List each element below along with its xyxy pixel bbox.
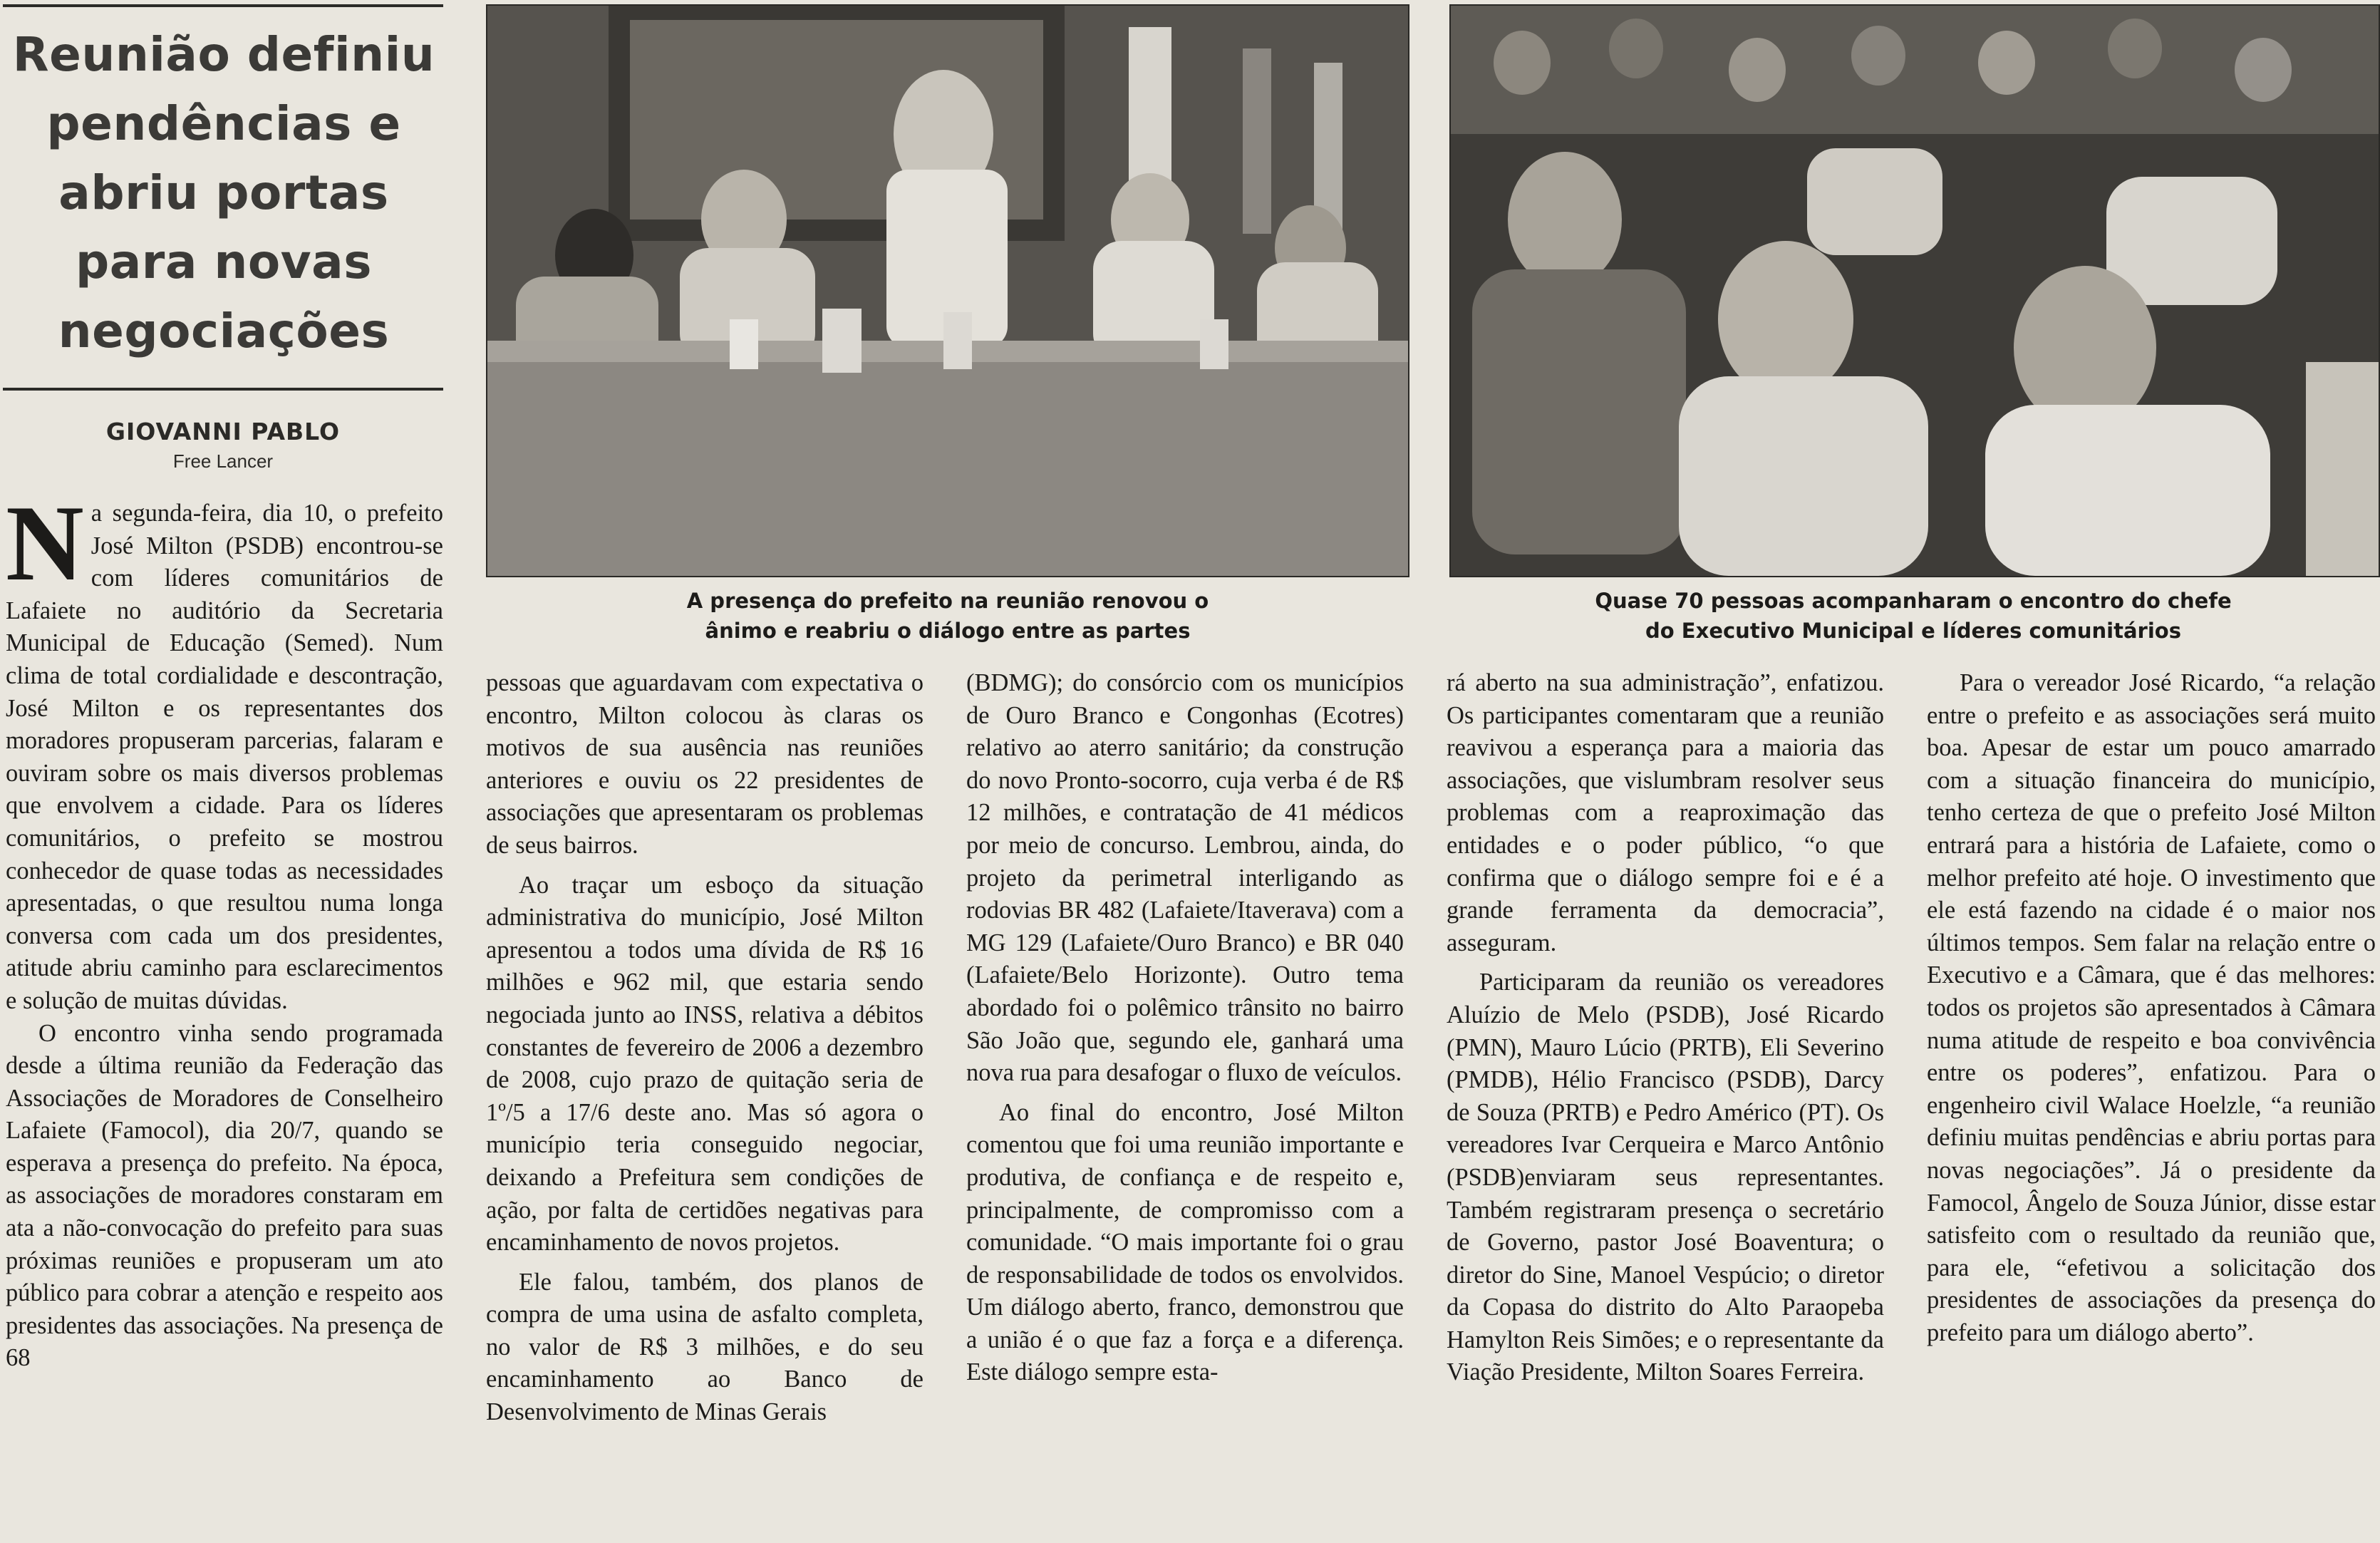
- article-column-3: [966, 667, 1404, 1389]
- drop-cap: N: [6, 483, 84, 603]
- author-role: Free Lancer: [172, 450, 274, 472]
- paragraph: rá aberto na sua administração”, enfatizou. Os participantes comentaram que a reunião reavivou a esperança para a maioria das associações, que vislumbram resolver seus problemas com a reaproximação das entidades e o poder público, “o que confirma que o diálogo sempre foi e é a grande ferramenta da democracia”, asseguram.: [1447, 669, 1884, 956]
- paragraph: Ao final do encontro, José Milton comentou que foi uma reunião importante e produtiva, de confiança e de respeito e, principalmente, de compromisso com a comunidade. “O mais importante foi o grau de responsabilidade de todos os envolvidos. Um diálogo aberto, franco, demonstrou que a união é o que faz a força e a diferença. Este diálogo sempre esta-: [966, 1098, 1404, 1386]
- photo-audience-image: [1451, 6, 2379, 576]
- paragraph: [6, 483, 443, 1018]
- paragraph: pessoas que aguardavam com expectativa o encontro, Milton colocou às claras os motivos de sua ausência nas reuniões anteriores e ouviu os 22 presidentes de associações que apresentaram os problemas de seus bairros.: [486, 669, 923, 859]
- article-column-1: [6, 483, 443, 1375]
- photo-audience-caption: Quase 70 pessoas acompanharam o encontro do chefe do Executivo Municipal e líderes comunitários: [1595, 589, 2232, 643]
- author-name: GIOVANNI PABLO: [105, 418, 341, 445]
- photo-meeting-table: [486, 4, 1409, 577]
- paragraph: (BDMG); do consórcio com os municípios de Ouro Branco e Congonhas (Ecotres) relativo ao aterro sanitário; da construção do novo Pronto-socorro, cuja verba é de R$ 12 milhões, e contratação de 41 médicos por meio de concurso. Lembrou, ainda, do projeto da perimetral interligando as rodovias BR 482 (Lafaiete/Itaverava) com a MG 129 (Lafaiete/Ouro Branco) e BR 040 (Lafaiete/Belo Horizonte). Outro tema abordado foi o polêmico trânsito no bairro São João que, segundo ele, ganhará uma nova rua para desafogar o fluxo de veículos.: [966, 669, 1404, 1087]
- photo-meeting-table-caption: A presença do prefeito na reunião renovou o ânimo e reabriu o diálogo entre as partes: [686, 589, 1209, 643]
- article-column-5: [1927, 667, 2376, 1349]
- paragraph-text: a segunda-feira, dia 10, o prefeito José Milton (PSDB) encontrou-se com líderes comunitários de Lafaiete no auditório da Secretaria Municipal de Educação (Semed). Num clima de total cordialidade e descontração, José Milton e os representantes dos moradores propuseram parcerias, falaram e ouviram sobre os mais diversos problemas que envolvem a cidade. Para os líderes comunitários, o prefeito se mostrou conhecedor de quase todas as necessidades apresentadas, o que resultou numa longa conversa com cada um dos presidentes, atitude abriu caminho para esclarecimentos e solução de muitas dúvidas.: [6, 500, 443, 1014]
- top-rule: [3, 4, 443, 7]
- article-column-4: [1447, 667, 1884, 1389]
- paragraph: Participaram da reunião os vereadores Aluízio de Melo (PSDB), José Ricardo (PMN), Mauro Lúcio (PRTB), Eli Severino (PMDB), Hélio Francisco (PSDB), Darcy de Souza (PRTB) e Pedro Américo (PT). Os vereadores Ivar Cerqueira e Marco Antônio (PSDB)enviaram seus representantes. Também registraram presença o secretário de Governo, pastor José Boaventura; o diretor do Sine, Manoel Vespúcio; o diretor da Copasa do distrito do Alto Paraopeba Hamylton Reis Simões; e o representante da Viação Presidente, Milton Soares Ferreira.: [1447, 969, 1884, 1386]
- photo-meeting-table-image: [487, 6, 1408, 576]
- photo-audience: [1449, 4, 2380, 577]
- byline-rule: [3, 388, 443, 391]
- paragraph: Para o vereador José Ricardo, “a relação entre o prefeito e as associações será muito boa. Apesar de estar um pouco amarrado com a situação financeira do município, tenho certeza de que o prefeito José Milton entrará para a história de Lafaiete, como o melhor prefeito até hoje. O investimento que ele está fazendo na cidade é o maior nos últimos tempos. Sem falar na relação entre o Executivo e a Câmara, que é das melhores: todos os projetos são apresentados à Câmara numa atitude de respeito e boa convivência entre os poderes”, enfatizou. Para o engenheiro civil Walace Hoelzle, “a reunião definiu muitas pendências e abriu portas para novas negociações”. Já o presidente da Famocol, Ângelo de Souza Júnior, disse estar satisfeito com o resultado da reunião que, para ele, “efetivou a solicitação dos presidentes de associações da presença do prefeito para um diálogo aberto”.: [1927, 669, 2376, 1346]
- paragraph: O encontro vinha sendo programada desde a última reunião da Federação das Associações de Moradores de Conselheiro Lafaiete (Famocol), dia 20/7, quando se esperava a presença do prefeito. Na época, as associações de moradores constaram em ata a não-convocação do prefeito para suas próximas reuniões e propuseram um ato público para cobrar a atenção e respeito aos presidentes das associações. Na presença de 68: [6, 1019, 443, 1372]
- paragraph: Ele falou, também, dos planos de compra de uma usina de asfalto completa, no valor de R$ 3 milhões, e do seu encaminhamento ao Banco de Desenvolvimento de Minas Gerais: [486, 1268, 923, 1426]
- article-column-2: [486, 667, 923, 1429]
- headline: Reunião definiu pendências e abriu portas para novas negociações: [12, 27, 435, 358]
- paragraph: Ao traçar um esboço da situação administrativa do município, José Milton apresentou a todos uma dívida de R$ 16 milhões e 962 mil, que estaria sendo negociada junto ao INSS, relativa a débitos constantes de fevereiro de 2006 a dezembro de 2008, cujo prazo de quitação seria de 1º/5 a 17/6 deste ano. Mas só agora o município teria conseguido negociar, deixando a Prefeitura sem condições de ação, por falta de certidões negativas para encaminhamento de novos projetos.: [486, 871, 923, 1256]
